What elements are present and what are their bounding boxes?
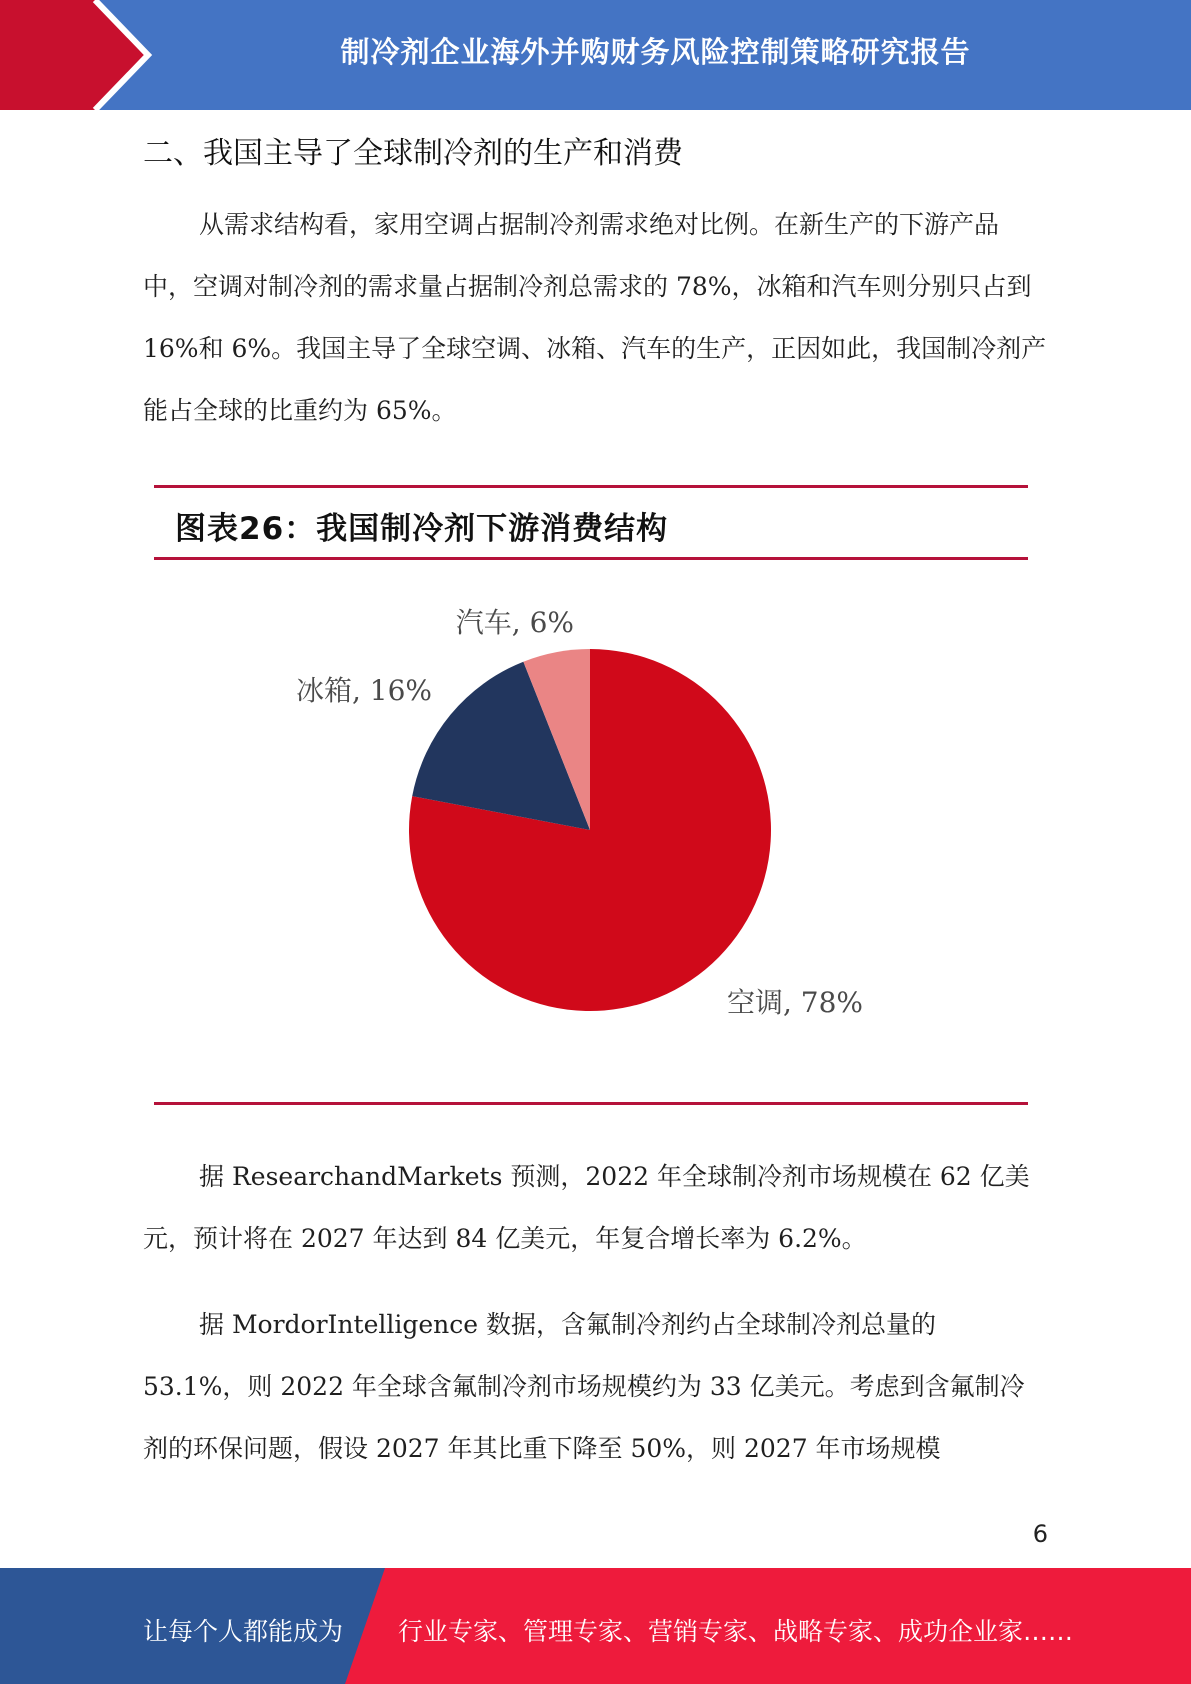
- pie-slice-label: 汽车, 6%: [455, 606, 574, 639]
- paragraph-market-forecast: 据 ResearchandMarkets 预测，2022 年全球制冷剂市场规模在 62 亿美元，预计将在 2027 年达到 84 亿美元，年复合增长率为 6.2%。: [143, 1162, 1030, 1253]
- page-number: 6: [1032, 1520, 1048, 1548]
- chart-title: 图表26：我国制冷剂下游消费结构: [175, 511, 669, 547]
- page-footer: [0, 1568, 1191, 1684]
- pie-slice-label: 空调, 78%: [727, 986, 864, 1019]
- section-heading: 二、我国主导了全球制冷剂的生产和消费: [143, 136, 683, 171]
- footer-roles: 行业专家、管理专家、营销专家、战略专家、成功企业家……: [398, 1617, 1074, 1646]
- pie-slice-label: 冰箱, 16%: [295, 674, 432, 707]
- chart-bottom-rule: [154, 1102, 1028, 1105]
- paragraph-fluorinated-share: 据 MordorIntelligence 数据，含氟制冷剂约占全球制冷剂总量的 53.1%，则 2022 年全球含氟制冷剂市场规模约为 33 亿美元。考虑到含氟制冷剂的环保问题，假设 2027 年其比重下降至 50%，则 2027 年市场规模: [143, 1310, 1025, 1463]
- report-title: 制冷剂企业海外并购财务风险控制策略研究报告: [340, 35, 971, 69]
- paragraph-demand-structure: 从需求结构看，家用空调占据制冷剂需求绝对比例。在新生产的下游产品中，空调对制冷剂的需求量占据制冷剂总需求的 78%，冰箱和汽车则分别只占到 16%和 6%。我国主导了全球空调、冰箱、汽车的生产，正因如此，我国制冷剂产能占全球的比重约为 65%。: [143, 210, 1047, 425]
- footer-slogan: 让每个人都能成为: [143, 1617, 344, 1646]
